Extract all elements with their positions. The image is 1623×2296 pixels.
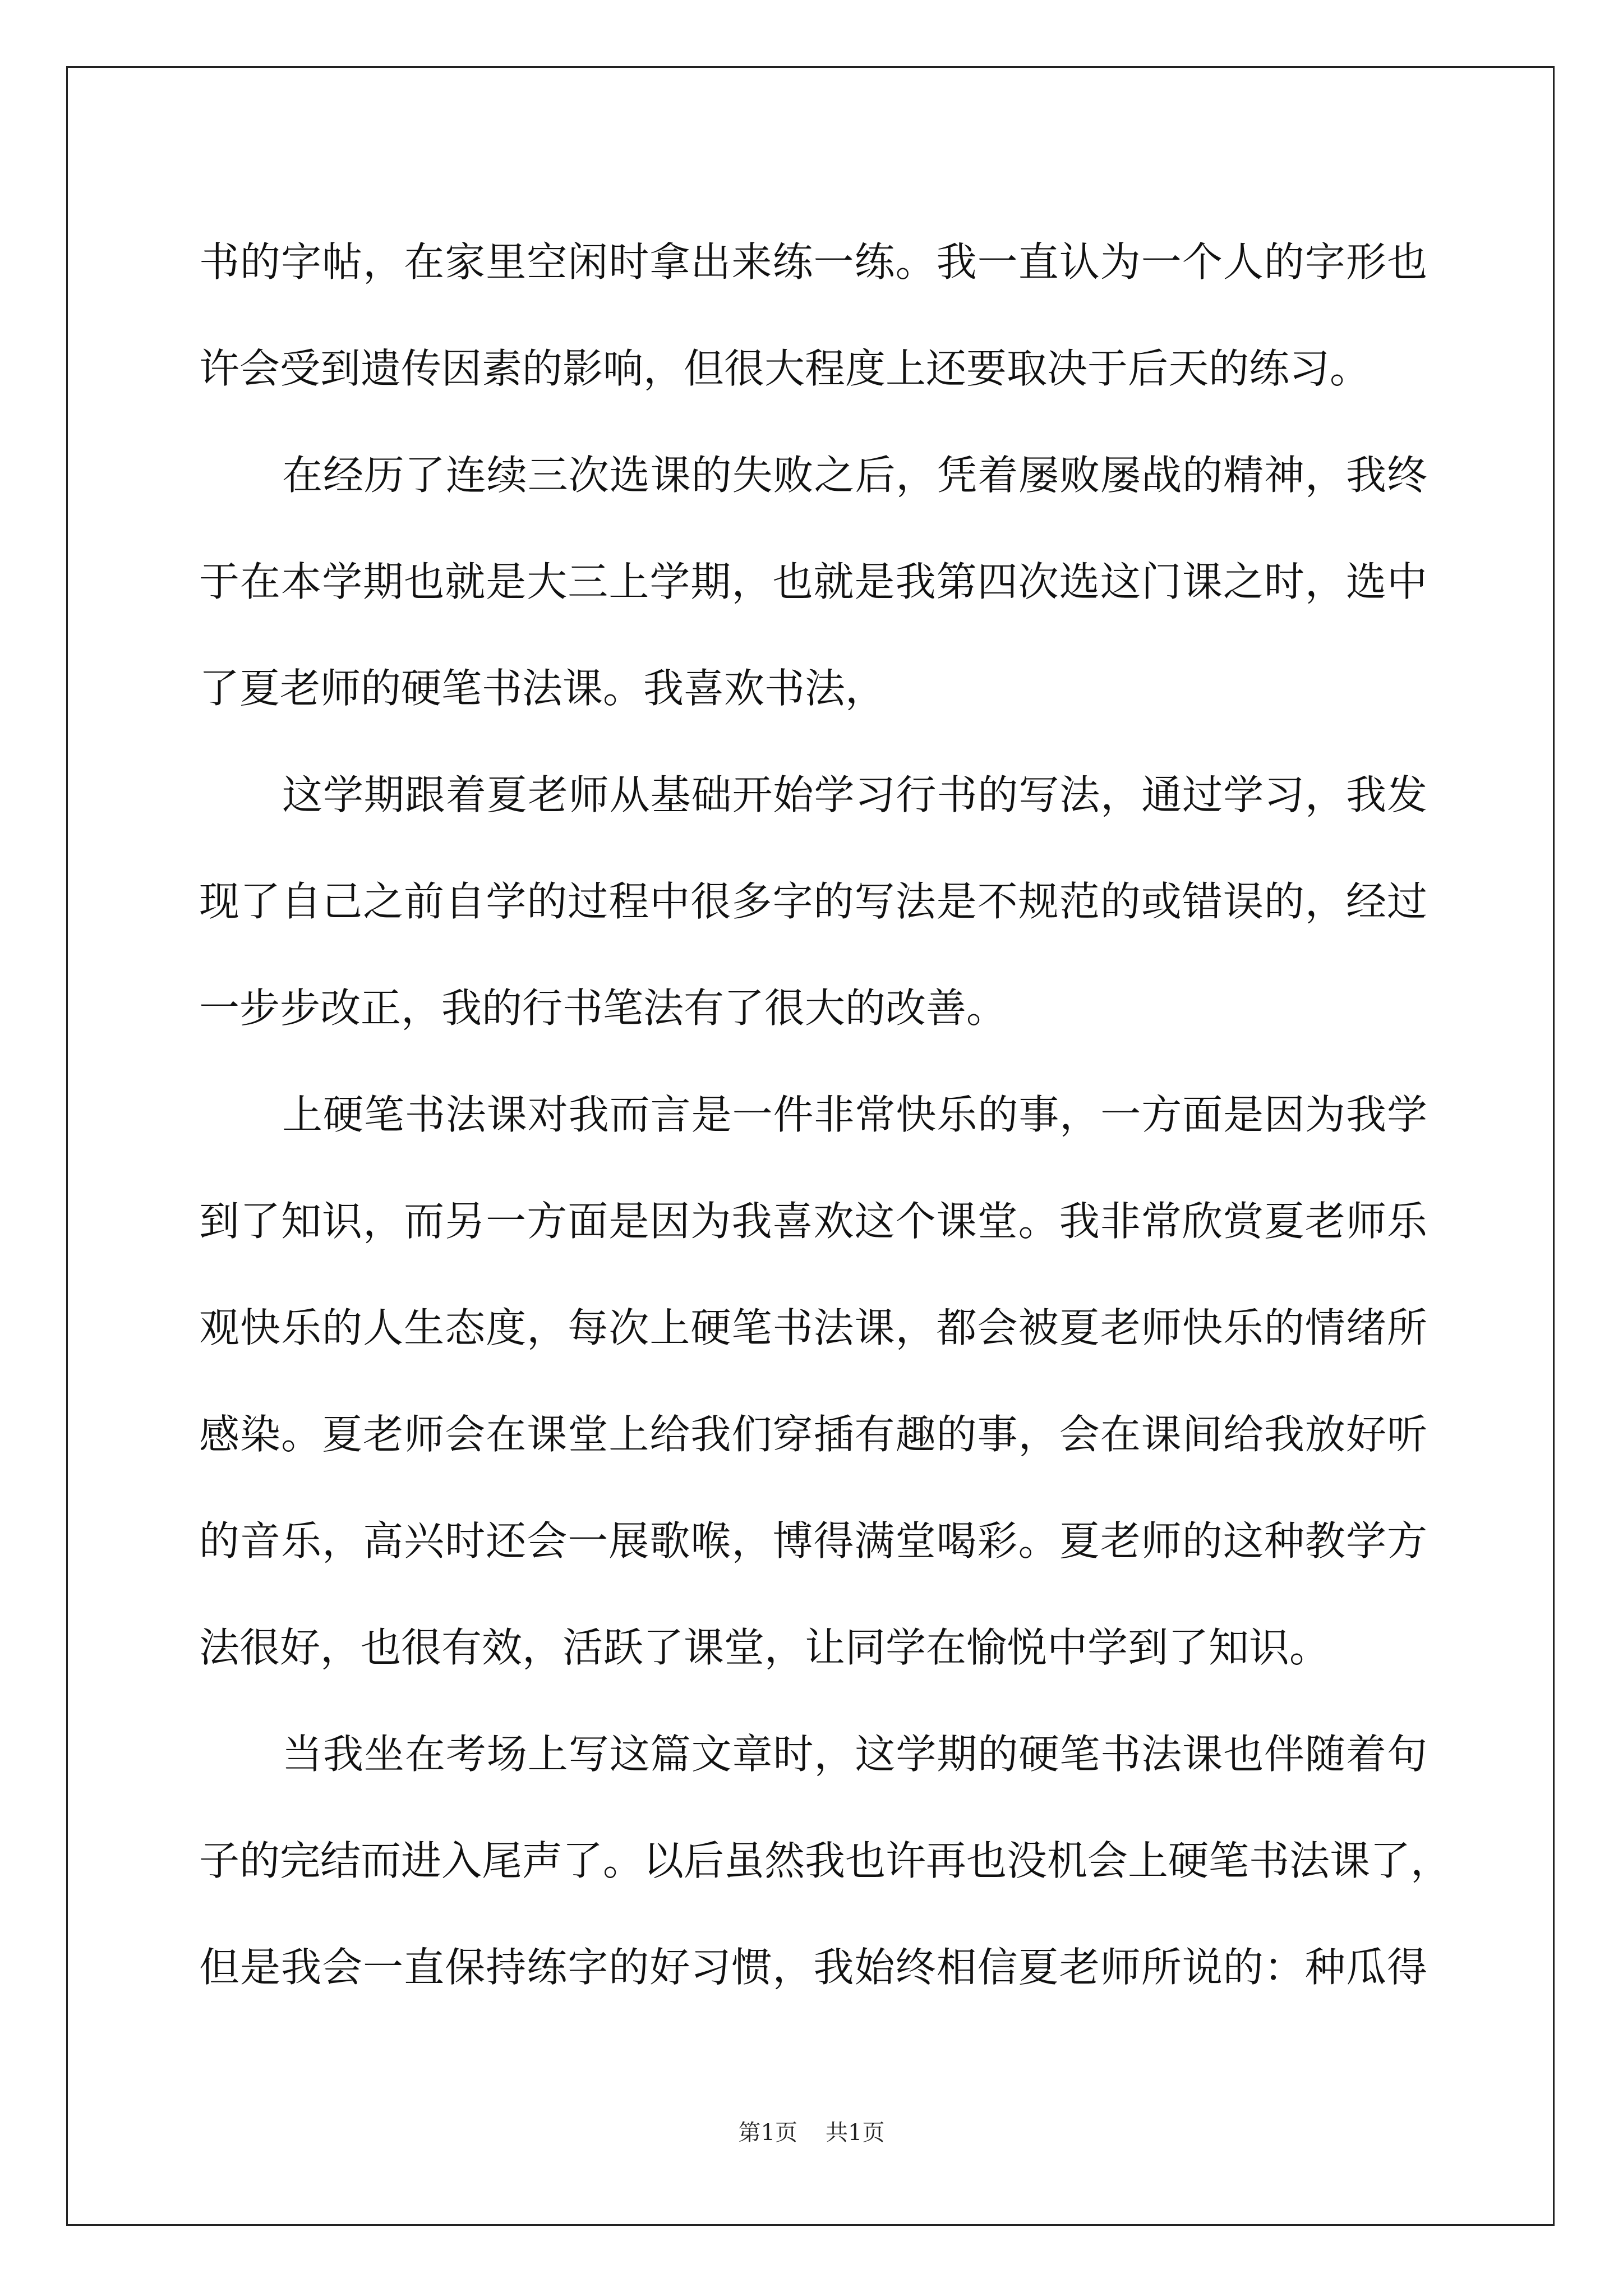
text-line: 到了知识，而另一方面是因为我喜欢这个课堂。我非常欣赏夏老师乐	[199, 1198, 1427, 1245]
text-line: 上硬笔书法课对我而言是一件非常快乐的事，一方面是因为我学	[282, 1091, 1427, 1138]
text-line: 感染。夏老师会在课堂上给我们穿插有趣的事，会在课间给我放好听	[199, 1411, 1427, 1458]
text-line: 的音乐，高兴时还会一展歌喉，博得满堂喝彩。夏老师的这种教学方	[199, 1517, 1427, 1565]
text-line: 当我坐在考场上写这篇文章时，这学期的硬笔书法课也伴随着句	[282, 1731, 1427, 1778]
text-line: 于在本学期也就是大三上学期，也就是我第四次选这门课之时，选中	[199, 558, 1427, 605]
text-line: 法很好，也很有效，活跃了课堂，让同学在愉悦中学到了知识。	[199, 1624, 1330, 1671]
text-line: 但是我会一直保持练字的好习惯，我始终相信夏老师所说的：种瓜得	[199, 1944, 1427, 1991]
text-line: 子的完结而进入尾声了。以后虽然我也许再也没机会上硬笔书法课了，	[199, 1837, 1451, 1884]
text-line: 这学期跟着夏老师从基础开始学习行书的写法，通过学习，我发	[282, 771, 1427, 818]
text-line: 现了自己之前自学的过程中很多字的写法是不规范的或错误的，经过	[199, 878, 1427, 925]
text-line: 许会受到遗传因素的影响，但很大程度上还要取决于后天的练习。	[199, 345, 1371, 392]
page-total: 共1页	[826, 2120, 885, 2146]
page-footer	[0, 2115, 1623, 2147]
text-line: 一步步改正，我的行书笔法有了很大的改善。	[199, 984, 1007, 1032]
text-line: 书的字帖，在家里空闲时拿出来练一练。我一直认为一个人的字形也	[199, 238, 1427, 286]
text-line: 了夏老师的硬笔书法课。我喜欢书法，	[199, 665, 886, 712]
text-line: 观快乐的人生态度，每次上硬笔书法课，都会被夏老师快乐的情绪所	[199, 1304, 1427, 1351]
document-body	[199, 209, 1451, 2021]
page-number: 第1页	[738, 2120, 797, 2146]
text-line: 在经历了连续三次选课的失败之后，凭着屡败屡战的精神，我终	[282, 452, 1427, 499]
